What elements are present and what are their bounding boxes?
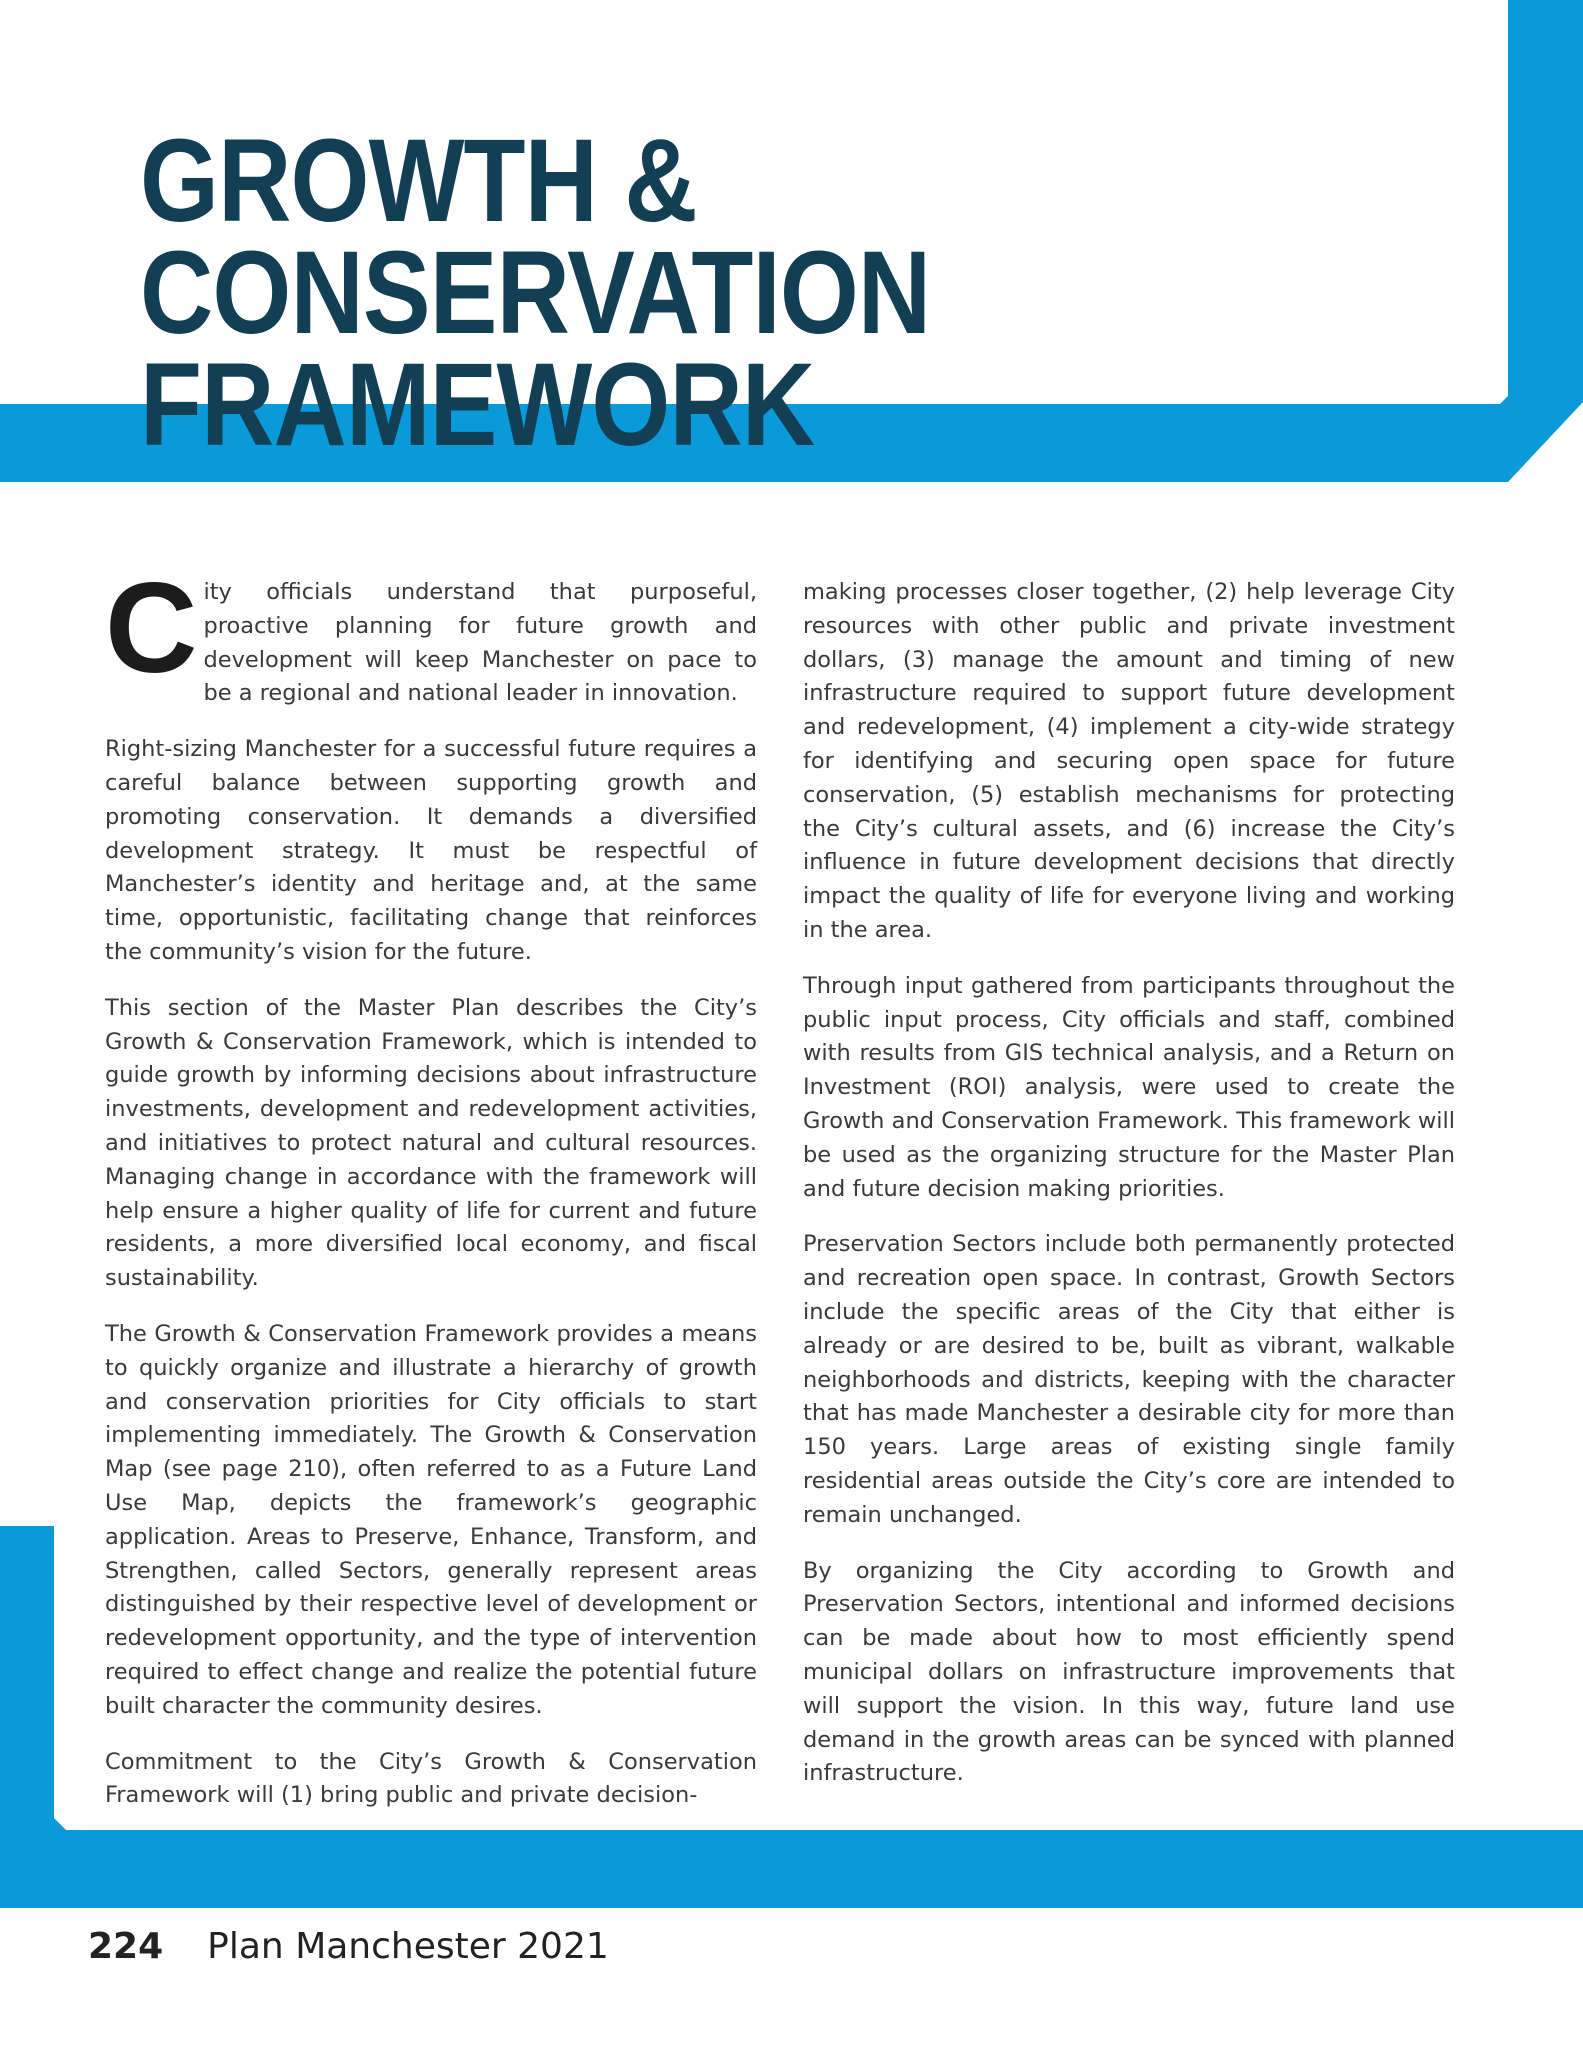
body-paragraph: By organizing the City according to Growth and Preservation Sectors, intentional and informed decisions can be made about how to most efficiently spend municipal dollars on infrastructure improvements that will support the vision. In this way, future land use demand in the growth areas can be synced with planned infrastructure. <box>803 1557 1455 1787</box>
body-paragraph: This section of the Master Plan describes the City’s Growth & Conservation Framework, which is intended to guide growth by informing decisions about infrastructure investments, development and redevelopment activities, and initiatives to protect natural and cultural resources. Managing change in accordance with the framework will help ensure a higher quality of life for current and future residents, a more diversified local economy, and fiscal sustainability. <box>105 994 757 1292</box>
body-paragraph: Preservation Sectors include both permanently protected and recreation open space. In contrast, Growth Sectors include the specific areas of the City that either is already or are desired to be, built as vibrant, walkable neighborhoods and districts, keeping with the character that has made Manchester a desirable city for more than 150 years. Large areas of existing single family residential areas outside the City’s core are intended to remain unchanged. <box>803 1231 1455 1528</box>
body-paragraph: making processes closer together, (2) help leverage City resources with other public and private investment dollars, (3) manage the amount and timing of new infrastructure required to support future development and redevelopment, (4) implement a city-wide strategy for identifying and securing open space for future conservation, (5) establish mechanisms for protecting the City’s cultural assets, and (6) increase the City’s influence in future development decisions that directly impact the quality of life for everyone living and working in the area. <box>803 579 1455 943</box>
page-footer <box>88 1926 609 1967</box>
page-title-line-1: GROWTH & CONSERVATION <box>140 115 931 359</box>
intro-paragraph-text: ity officials understand that purposeful, proactive planning for future growth and development will keep Manchester on pace to be a regional and national leader in innovation. <box>203 579 757 707</box>
page-title-line-2: FRAMEWORK <box>140 339 815 471</box>
body-paragraph: Through input gathered from participants throughout the public input process, City officials and staff, combined with results from GIS technical analysis, and a Return on Investment (ROI) analysis, were used to create the Growth and Conservation Framework. This framework will be used as the organizing structure for the Master Plan and future decision making priorities. <box>803 972 1455 1202</box>
intro-paragraph <box>105 557 757 711</box>
body-paragraph: The Growth & Conservation Framework provides a means to quickly organize and illustrate a hierarchy of growth and conservation priorities for City officials to start implementing immediately. The Growth & Conservation Map (see page 210), often referred to as a Future Land Use Map, depicts the framework’s geographic application. Areas to Preserve, Enhance, Transform, and Strengthen, called Sectors, generally represent areas distinguished by their respective level of development or redevelopment opportunity, and the type of intervention required to effect change and realize the potential future built character the community desires. <box>105 1320 757 1719</box>
page-number: 224 <box>88 1926 164 1967</box>
body-paragraph: Commitment to the City’s Growth & Conservation Framework will (1) bring public and private decision- <box>105 1748 757 1809</box>
drop-cap: C <box>105 557 198 700</box>
body-paragraph: Right-sizing Manchester for a successful future requires a careful balance between supporting growth and promoting conservation. It demands a diversified development strategy. It must be respectful of Manchester’s identity and heritage and, at the same time, opportunistic, facilitating change that reinforces the community’s vision for the future. <box>105 736 757 965</box>
page-title <box>140 115 1301 471</box>
right-column <box>803 576 1455 1813</box>
left-column <box>105 557 757 1835</box>
publication-name: Plan Manchester 2021 <box>207 1926 609 1967</box>
